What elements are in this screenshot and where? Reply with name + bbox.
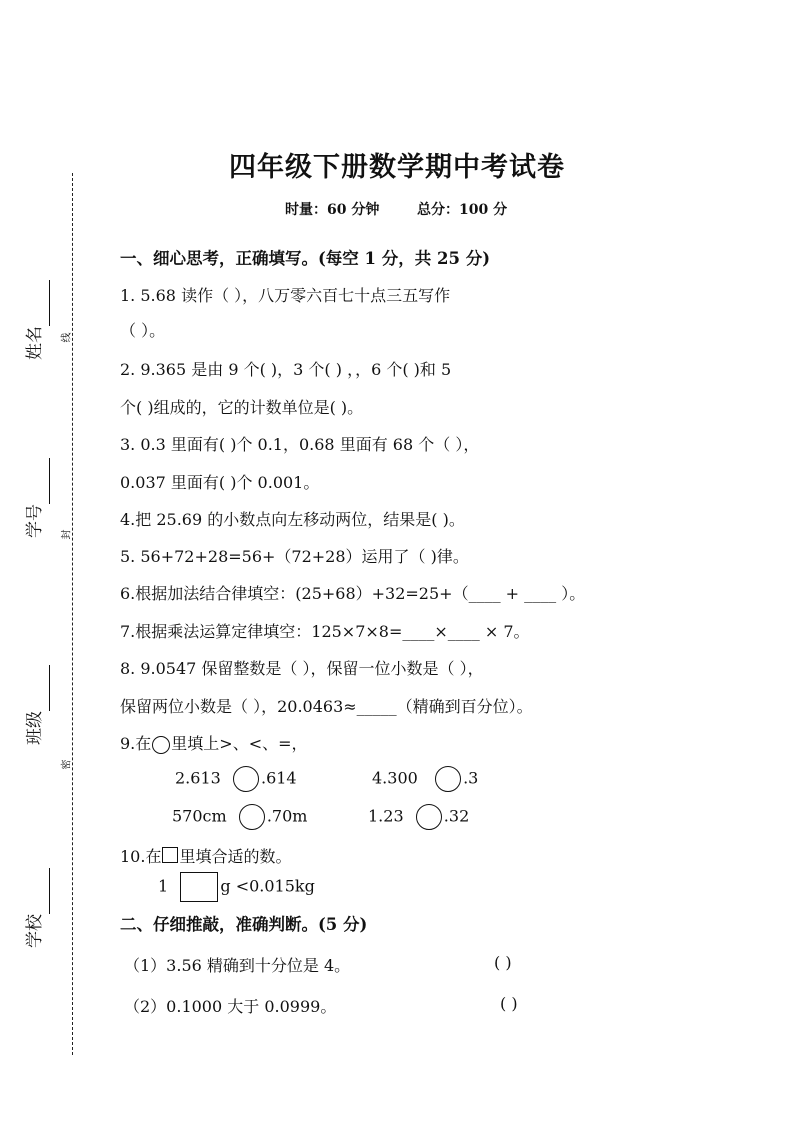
seal-mark-xian: 线 (61, 332, 73, 343)
question-8-line-2: 保留两位小数是（ ），20.0463≈_____（精确到百分位）。 (120, 697, 533, 716)
compare-circle-4[interactable] (416, 804, 442, 830)
question-3-line-2: 0.037 里面有( )个 0.001。 (120, 473, 320, 492)
question-10-item: 1 g <0.015kg (158, 872, 315, 902)
judgement-1-answer-paren[interactable]: ( ) (494, 953, 512, 972)
question-2-line-1: 2. 9.365 是由 9 个( )，3 个( ) ，，6 个( )和 5 (120, 360, 452, 379)
question-8-line-1: 8. 9.0547 保留整数是（ ），保留一位小数是（ ）， (120, 659, 484, 678)
compare-item-4: 1.23 .32 (368, 804, 469, 830)
total-score: 总分：100 分 (417, 202, 508, 218)
class-field-label: 班级 (20, 665, 50, 745)
question-7: 7.根据乘法运算定律填空：125×7×8=____×____ × 7。 (120, 622, 530, 641)
question-9-prompt: 9.在 里填上>、<、=， (120, 734, 308, 753)
seal-mark-feng: 封 (61, 529, 73, 540)
question-4: 4.把 25.69 的小数点向左移动两位，结果是( )。 (120, 510, 465, 529)
question-1-line-1: 1. 5.68 读作（ ），八万零六百七十点三五写作 (120, 286, 451, 305)
compare-item-3: 570cm .70m (172, 804, 307, 830)
judgement-2-answer-paren[interactable]: ( ) (500, 994, 518, 1013)
compare-item-1: 2.613 .614 (175, 766, 297, 792)
compare-circle-2[interactable] (435, 766, 461, 792)
compare-circle-3[interactable] (239, 804, 265, 830)
question-3-line-1: 3. 0.3 里面有( )个 0.1，0.68 里面有 68 个（ ）， (120, 435, 480, 454)
binding-dashed-line (72, 173, 73, 1055)
student-id-field-label: 学号 (20, 458, 50, 538)
question-10-prompt: 10.在 里填合适的数。 (120, 847, 292, 866)
compare-circle-1[interactable] (233, 766, 259, 792)
seal-mark-mi: 密 (61, 759, 73, 770)
circle-placeholder-icon (152, 736, 170, 754)
square-placeholder-icon (162, 847, 178, 863)
compare-item-2: 4.300 .3 (372, 766, 478, 792)
page-title: 四年级下册数学期中考试卷 (229, 152, 565, 183)
question-6: 6.根据加法结合律填空：(25+68）+32=25+（____ + ____ ）。 (120, 584, 586, 603)
section1-heading: 一、细心思考，正确填写。(每空 1 分，共 25 分) (120, 249, 491, 268)
name-field-label: 姓名 (20, 280, 50, 360)
question-1-line-2: （ ）。 (120, 321, 166, 340)
section2-heading: 二、仔细推敲，准确判断。(5 分) (120, 915, 368, 934)
judgement-2: （2）0.1000 大于 0.0999。 (124, 997, 337, 1016)
question-5: 5. 56+72+28=56+（72+28）运用了（ )律。 (120, 547, 469, 566)
exam-duration: 时量：60 分钟 (285, 202, 380, 218)
judgement-1: （1）3.56 精确到十分位是 4。 (124, 956, 351, 975)
school-field-label: 学校 (20, 868, 50, 948)
answer-box[interactable] (180, 872, 218, 902)
question-2-line-2: 个( )组成的，它的计数单位是( )。 (120, 398, 364, 417)
